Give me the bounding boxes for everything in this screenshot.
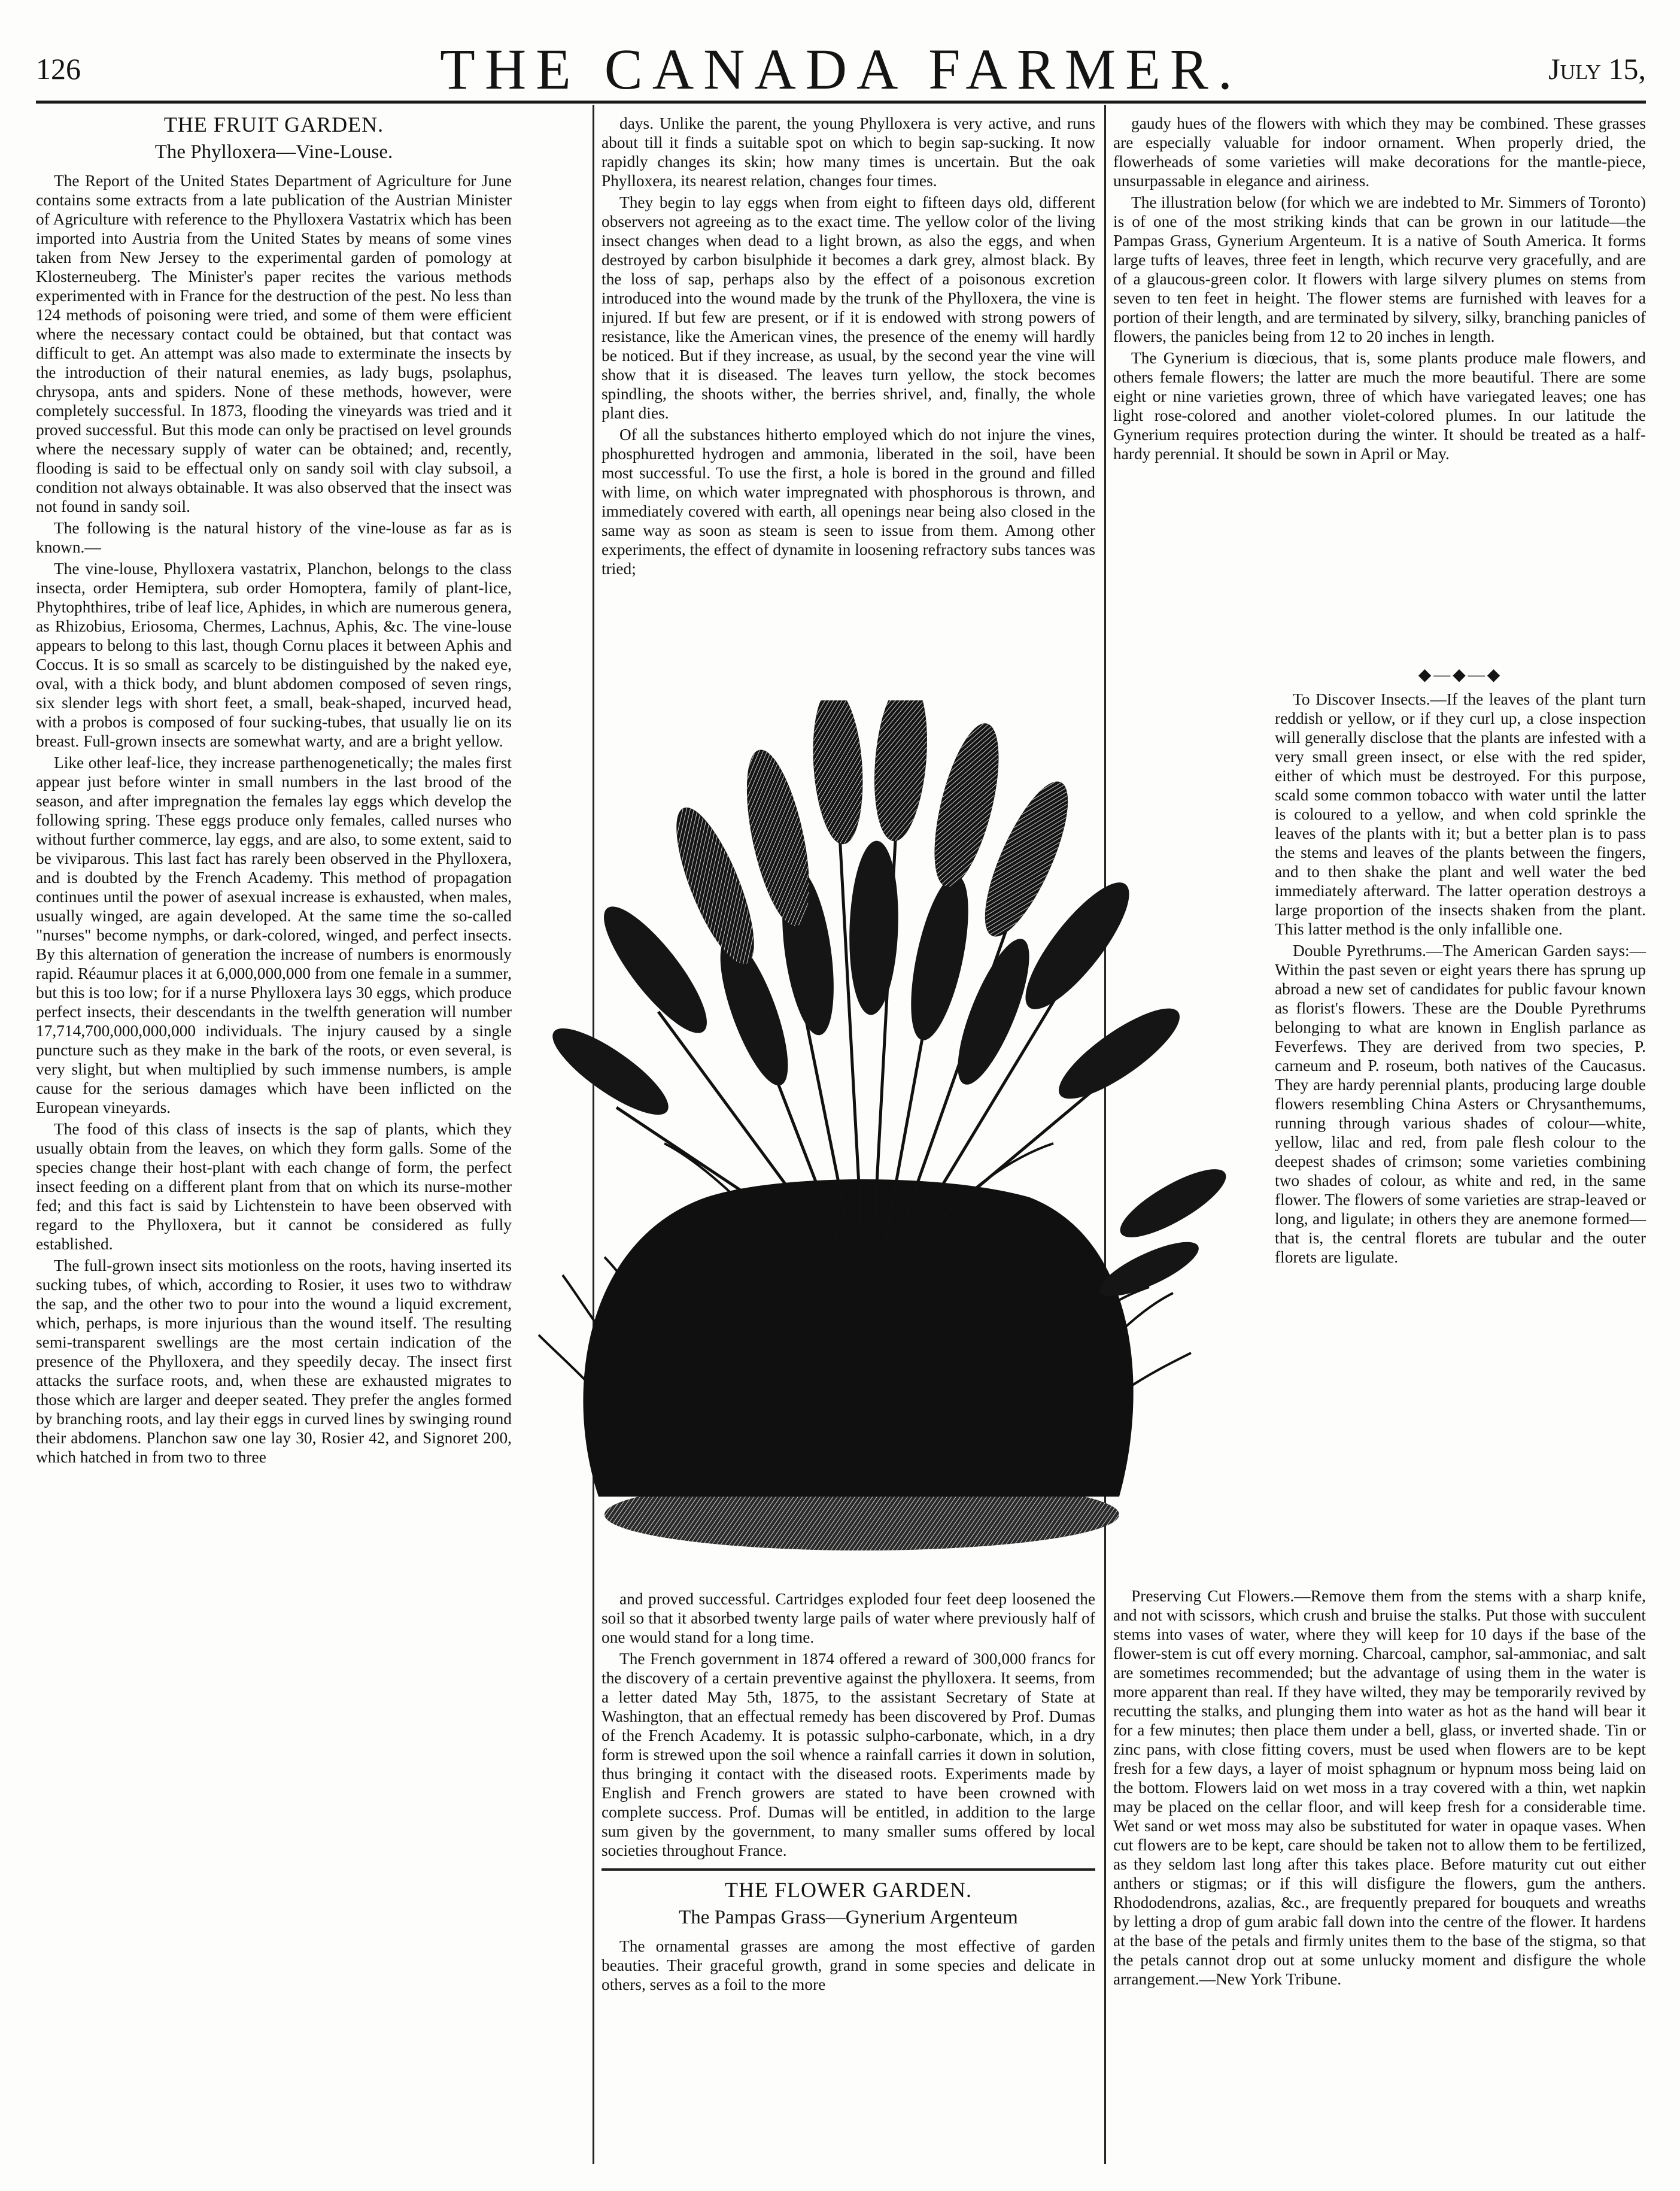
pampas-grass-engraving-icon	[527, 700, 1269, 1562]
issue-date: July 15,	[1548, 52, 1646, 86]
article-title-pampas-grass: The Pampas Grass—Gynerium Argenteum	[679, 1907, 1018, 1928]
ornament-divider: ◆—◆—◆	[1418, 666, 1503, 684]
column-right-lower	[1113, 1586, 1646, 1991]
column-middle-top	[601, 114, 1095, 581]
masthead-rule	[36, 101, 1646, 104]
paragraph: Like other leaf-lice, they increase parthenogenetically; the males first appear just before winter in small numbers in the last brood of the season, and after impregnation the females lay eggs which develop the following spring. These eggs produce only females, called nurses who without further commerce, lay eggs, and are also, to some extent, said to be viviparous. This last fact has rarely been observed in the Phylloxera, and is doubted by the French Academy. This method of propagation continues until the power of asexual increase is exhausted, when males, usually winged, are again developed. At the same time the so-called "nurses" become nymphs, or dark-colored, winged, and perfect insects. By this alternation of generation the increase of numbers is enormously rapid. Réaumur places it at 6,000,000,000 from one female in a summer, but this is too low; for if a nurse Phylloxera lays 30 eggs, which produce perfect insects, their descendants in the twelfth generation will number 17,714,700,000,000,000 individuals. The injury caused by a single puncture such as they make in the bark of the roots, or even several, is very slight, but when multiplied by such immense numbers, is ample cause for the serious damages which have been inflicted on the European vineyards.	[36, 754, 512, 1116]
article-title-phylloxera: The Phylloxera—Vine-Louse.	[154, 141, 393, 163]
paragraph-preserving-cut-flowers: Preserving Cut Flowers.—Remove them from the stems with a sharp knife, and not with scissors, which crush and bruise the stalks. Put those with succulent stems into vases of water, where they will keep for 10 days if the base of the flower-stem is cut off every morning. Charcoal, camphor, sal-ammoniac, and salt are sometimes recommended; but the advantage of using them in the water is more apparent than real. If they have wilted, they may be temporarily revived by recutting the stalks, and plunging them into water as hot as the hand will bear it for a few minutes; then place them under a bell, glass, or inverted shade. Tin or zinc pans, with close fitting covers, must be used when flowers are to be kept fresh for a few days, a layer of moist sphagnum or hypnum moss being laid on the bottom. Flowers laid on wet moss in a tray covered with a thin, wet napkin may be placed on the cellar floor, and will keep fresh for a considerable time. Wet sand or wet moss may also be substituted for water in opaque vases. When cut flowers are to be kept, care should be taken not to allow them to be fertilized, as they seldom last long after this takes place. Before maturity cut out either anthers or stigmas; or if this will disfigure the flowers, gum the anthers. Rhododendrons, azalias, &c., are frequently prepared for bouquets and wreaths by letting a drop of gum arabic fall down into the centre of the flower. It hardens at the base of the petals and firmly unites them to the base of the stigma, so that the petals cannot drop out at some unlucky moment and disfigure the whole arrangement.—New York Tribune.	[1113, 1587, 1646, 1988]
newspaper-title: THE CANADA FARMER.	[440, 37, 1242, 101]
paragraph: The Gynerium is diœcious, that is, some plants produce male flowers, and others female flowers; the latter are much the more beautiful. There are some eight or nine varieties grown, three of which have variegated leaves; one has light rose-colored and another violet-colored plumes. In our latitude the Gynerium requires protection during the winter. It should be treated as a half-hardy perennial. It should be sown in April or May.	[1113, 349, 1646, 463]
column-fruit-garden	[36, 114, 584, 1571]
paragraph: The full-grown insect sits motionless on the roots, having inserted its sucking tubes, of which, according to Rosier, it uses two to withdraw the sap, and the other two to pour into the wound a liquid excrement, which, perhaps, is more injurious than the wound itself. The resulting semi-transparent swellings are the most certain indication of the presence of the Phylloxera, and they speedily decay. The insect first attacks the surface roots, and, when these are exhausted migrates to those which are larger and deeper seated. They prefer the angles formed by branching roots, and lay their eggs in curved lines by swinging round their abdomens. Planchon saw one lay 30, Rosier 42, and Signoret 200, which hatched in from two to three	[36, 1257, 512, 1466]
paragraph: The illustration below (for which we are indebted to Mr. Simmers of Toronto) is of one of the most striking kinds that can be grown in our latitude—the Pampas Grass, Gynerium Argenteum. It is a native of South America. It forms large tufts of leaves, three feet in length, which recurve very gracefully, and are of a glaucous-green color. It flowers with large silvery plumes on stems from seven to ten feet in height. The flower stems are furnished with leaves for a portion of their length, and are terminated by silvery, silky, branching panicles of flowers, the panicles being from 12 to 20 inches in length.	[1113, 193, 1646, 345]
section-divider	[601, 1868, 1095, 1871]
paragraph: The French government in 1874 offered a reward of 300,000 francs for the discovery of a certain preventive against the phylloxera. It seems, from a letter dated May 5th, 1875, to the assistant Secretary of State at Washington, that an effectual remedy has been discovered by Prof. Dumas of the French Academy. It is potassic sulpho-carbonate, which, in a dry form is strewed upon the soil whence a rainfall carries it down in solution, thus bringing it contact with the diseased roots. Experiments made by English and French growers are stated to have been crowned with complete success. Prof. Dumas will be entitled, in addition to the large sum given by the government, to many smaller sums offered by local societies throughout France.	[601, 1650, 1095, 1859]
paragraph-discover-insects: To Discover Insects.—If the leaves of the plant turn reddish or yellow, or if they curl up, a close inspection will generally disclose that the plants are infested with a very small green insect, or else with the red spider, either of which must be destroyed. For this purpose, scald some common tobacco with water until the latter is coloured to a yellow, and when cold sprinkle the leaves of the plants with it; but a better plan is to pass the stems and leaves of the plants between the fingers, and to then shake the plant and well water the bed immediately afterward. The latter operation destroys a large proportion of the insects shaken from the plant. This latter method is the only infallible one.	[1275, 690, 1646, 938]
section-heading-fruit-garden: THE FRUIT GARDEN.	[163, 113, 384, 136]
paragraph-double-pyrethrums: Double Pyrethrums.—The American Garden says:—Within the past seven or eight years there has sprung up abroad a new set of candidates for public favour known as florist's flowers. These are the Double Pyrethrums belonging to what are known in English parlance as Feverfews. They are derived from two species, P. carneum and P. roseum, both natives of the Caucasus. They are hardy perennial plants, producing large double flowers resembling China Asters or Chrysanthemums, running through various shades of colour—white, yellow, lilac and red, from pale flesh colour to the deepest shades of crimson; some varieties combining two shades of colour, as white and red, in the same flower. The flowers of some varieties are strap-leaved or long, and ligulate; in others they are anemone formed—that is, the central florets are tubular and the outer florets are ligulate.	[1275, 942, 1646, 1266]
paragraph: and proved successful. Cartridges exploded four feet deep loosened the soil so that it absorbed twenty large pails of water where previously half of one would stand for a long time.	[601, 1590, 1095, 1646]
paragraph: The vine-louse, Phylloxera vastatrix, Planchon, belongs to the class insecta, order Hemiptera, sub order Homoptera, family of plant-lice, Phytophthires, tribe of leaf lice, Aphides, in which are numerous genera, as Rhizobius, Eriosoma, Chermes, Lachnus, Aphis, &c. The vine-louse appears to belong to this last, though Cornu places it between Aphis and Coccus. It is so small as scarcely to be distinguished by the naked eye, oval, with a thick body, and blunt abdomen composed of seven rings, six slender legs with short feet, a small, beak-shaped, incurved head, with a probos is composed of four sucking-tubes, that usually lie on its breast. Full-grown insects are somewhat warty, and are a bright yellow.	[36, 560, 512, 750]
paragraph: days. Unlike the parent, the young Phylloxera is very active, and runs about till it finds a suitable spot on which to begin sap-sucking. It now rapidly changes its skin; how many times is uncertain. But the oak Phylloxera, its nearest relation, changes four times.	[601, 114, 1095, 190]
page-number: 126	[36, 52, 81, 86]
column-right-bottom	[1275, 664, 1646, 1269]
paragraph: gaudy hues of the flowers with which they may be combined. These grasses are especially valuable for indoor ornament. When properly dried, the flowerheads of some varieties will make decorations for the mantle-piece, unsurpassable in elegance and airiness.	[1113, 114, 1646, 190]
pampas-grass-illustration	[527, 700, 1269, 1562]
paragraph: They begin to lay eggs when from eight to fifteen days old, different observers not agreeing as to the exact time. The yellow color of the living insect changes when dead to a light brown, as also the eggs, and when destroyed by carbon bisulphide it becomes a dark grey, almost black. By the loss of sap, perhaps also by the effect of a poisonous excretion introduced into the wound made by the trunk of the Phylloxera, the vine is injured. If but few are present, or if it is endowed with strong powers of resistance, like the American vines, the presence of the enemy will hardly be noticed. But if they increase, as usual, by the second year the vine will show that it is diseased. The leaves turn yellow, the stock becomes spindling, the shoots wither, the berries shrivel, and, finally, the whole plant dies.	[601, 193, 1095, 422]
paragraph: The ornamental grasses are among the most effective of garden beauties. Their graceful growth, grand in some species and delicate in others, serves as a foil to the more	[601, 1937, 1095, 1993]
column-right-top	[1113, 114, 1646, 466]
column-middle-bottom	[601, 1589, 1095, 1996]
masthead	[36, 31, 1646, 101]
section-heading-flower-garden: THE FLOWER GARDEN.	[725, 1878, 972, 1902]
paragraph: The Report of the United States Department of Agriculture for June contains some extracts from a late publication of the Austrian Minister of Agriculture with reference to the Phylloxera Vastatrix which has been imported into Austria from the United States by means of some vines taken from New Jersey to the experimental garden of pomology at Klosterneuberg. The Minister's paper recites the various methods experimented with in France for the destruction of the pest. No less than 124 methods of poisoning were tried, and some of them were efficient where the necessary contact could be obtained, but that contact was difficult to get. An attempt was also made to exterminate the insects by the introduction of their natural enemies, as lady bugs, psolaphus, chrysopa, ants and spiders. None of these methods, however, were completely successful. In 1873, flooding the vineyards was tried and it proved successful. But this mode can only be practised on level grounds where the necessary supply of water can be obtained; and, recently, flooding is said to be effectual only on sandy soil with clay subsoil, a condition not always obtainable. It was also observed that the insect was not found in sandy soil.	[36, 172, 512, 515]
paragraph: The following is the natural history of the vine-louse as far as is known.—	[36, 519, 512, 556]
paragraph: Of all the substances hitherto employed which do not injure the vines, phosphuretted hydrogen and ammonia, liberated in the soil, have been most successful. To use the first, a hole is bored in the ground and filled with lime, on which water impregnated with phosphorous is thrown, and immediately covered with earth, all openings near being also closed in the same way as soon as steam is seen to issue from them. Among other experiments, the effect of dynamite in loosening refractory subs tances was tried;	[601, 426, 1095, 578]
paragraph: The food of this class of insects is the sap of plants, which they usually obtain from the leaves, on which they form galls. Some of the species change their host-plant with each change of form, the perfect insect feeding on a different plant from that on which its nurse-mother fed; and this fact is said by Lichtenstein to have been observed with regard to the Phylloxera, but it cannot be considered as fully established.	[36, 1120, 512, 1253]
